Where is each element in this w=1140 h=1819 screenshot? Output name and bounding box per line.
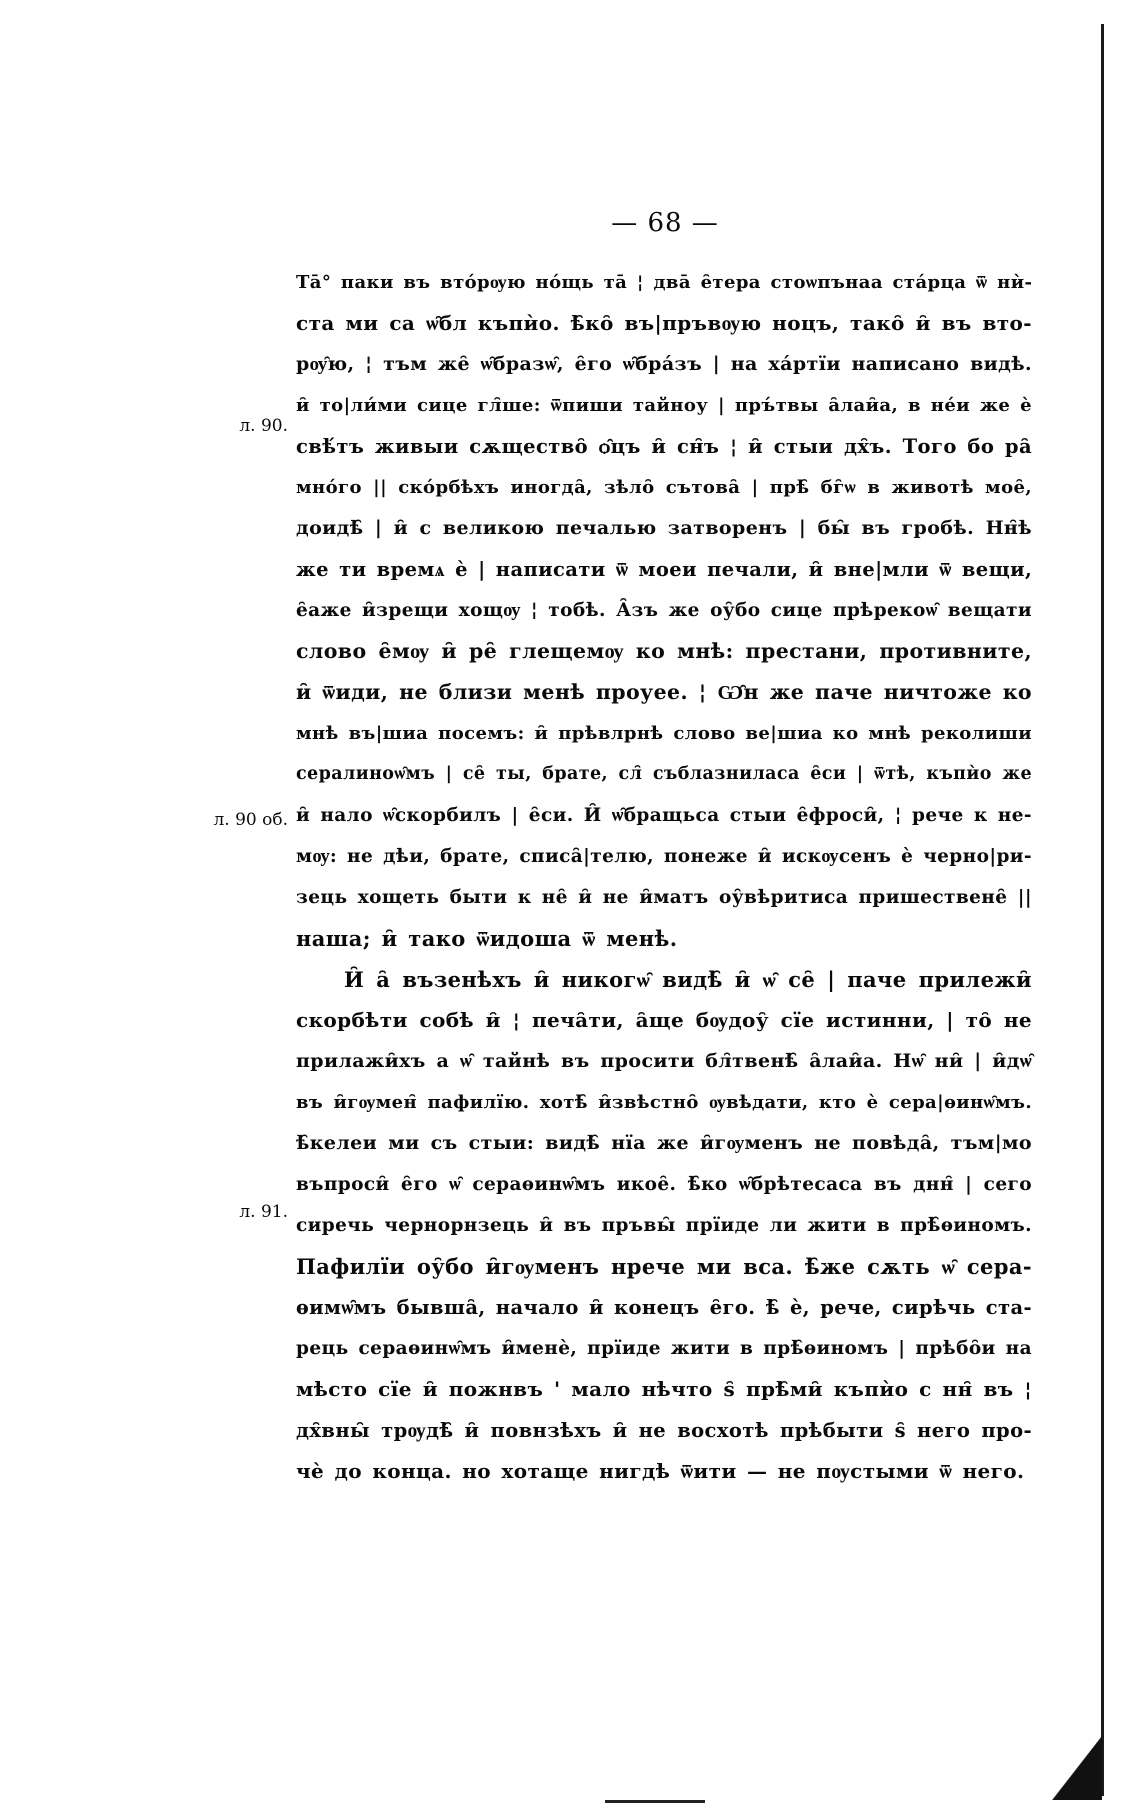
text-line: въпроси̑ е̑го ѡ̑ сераѳинѡ̑мъ икое̑. ѣ̑ко ѡ̑брѣтесаса въ днн̑ | сего	[296, 1174, 1032, 1195]
text-line: слово е̑мѹ и̑ ре̑ глещемѹ ко мнѣ: престани, противните,	[296, 639, 1032, 663]
text-line: чѐ до конца. но хотаще нигдѣ ѿити — не пѹстыми ѿ него.	[296, 1459, 1025, 1483]
text-line: и̑ нало ѡ̑скорбилъ | е̑си. И̑ ѡ̑бращьса стыи е̑фроси̑, ¦ рече к не-	[296, 805, 1032, 826]
text-line: Пафилїи оу̑бо и̑гѹменъ нрече ми вса. ѣ̑же сѫть ѡ̑ сера-	[296, 1254, 1032, 1279]
text-line: ѳимѡ̑мъ бывша̑, начало и̑ конецъ е̑го. ѣ̑ ѐ, рече, сирѣчь ста-	[296, 1296, 1032, 1319]
scan-bottom-line	[605, 1800, 705, 1803]
text-line: Тā° паки въ вто́рѹю но́щь тā ¦ двā е̑тера стоѡпънаа ста́рца ѿ нѝ-	[296, 272, 1033, 293]
text-line: доидѣ̑ | и̑ с великою печалью затворенъ | бы̑ въ гробѣ. Нн̑ѣ	[296, 517, 1032, 539]
text-line: е̑аже и̑зрещи хощѹ ¦ тобѣ. А̑зъ же оу̑бо сице прѣрекоѡ̑ вещати	[296, 600, 1032, 621]
page-number: — 68 —	[611, 208, 719, 238]
text-line: мно́го || ско́рбѣхъ иногда̑, зѣло̑ сътова̑ | прѣ̑ бг̑ѡ в животѣ мое̑,	[296, 477, 1032, 498]
margin-note-folio-91: л. 91.	[239, 1202, 288, 1222]
text-line: рець сераѳинѡ̑мъ и̑менѐ, прїиде жити в прѣ̑ѳиномъ | прѣбо̑и на	[296, 1338, 1032, 1359]
text-line: мѣсто сїе и̑ пожнвъ ' мало нѣчто ѕ̑ прѣ̑ми̑ къпѝо с нн̑ въ ¦	[296, 1377, 1032, 1401]
text-line: дх̑вны̑ трѹдѣ̑ и̑ повнзѣхъ и̑ не восхотѣ прѣбыти ѕ̑ него про-	[296, 1419, 1032, 1442]
page-edge-rule	[1101, 24, 1104, 1796]
text-line: же ти времѧ ѐ | написати ѿ моеи печали, и̑ вне|мли ѿ вещи,	[296, 558, 1033, 581]
text-line-paragraph-start: И̑ а̑ възенѣхъ и̑ никогѡ̑ видѣ̑ и̑ ѡ̑ се̑ | паче прилежи̑	[344, 967, 1032, 992]
margin-note-folio-90-verso: л. 90 об.	[213, 810, 288, 830]
margin-note-folio-90: л. 90.	[239, 416, 288, 436]
text-line: зець хощеть быти к не̑ и̑ не и̑матъ оу̑вѣритиса пришествене̑ ||	[296, 887, 1032, 908]
text-line: свѣ́тъ живыи сѫщество̑ ѻ̑цъ и̑ сн̑ъ ¦ и̑ стыи дх̑ъ. Того бо ра̑	[296, 435, 1032, 458]
text-line: мѹ: не дѣи, брате, списа̑|телю, понеже и̑ искѹсенъ ѐ черно|ри-	[296, 846, 1032, 867]
text-line: скорбѣти собѣ и̑ ¦ печа̑ти, а̑ще бѹдоу̑ сїе истинни, | то̑ не	[296, 1008, 1032, 1032]
text-line: рѹ̑ю, ¦ тъм же̑ ѡ̑бразѡ̑, е̑го ѡ̑бра́зъ | на ха́ртїи написано видѣ.	[296, 353, 1032, 375]
text-line: и̑ ѿиди, не близи менѣ проуее. ¦ Ѡ̑н же паче ничтоже ко	[296, 680, 1032, 704]
text-line: мнѣ въ|шиа посемъ: и̑ прѣвлрнѣ слово ве|шиа ко мнѣ реколиши	[296, 723, 1032, 744]
text-line: сиречь чернорнзець и̑ въ пръвы̑ прїиде ли жити в прѣ̑ѳиномъ.	[296, 1215, 1032, 1236]
body-text	[296, 262, 1032, 1492]
text-line: ста ми са ѡ̑бл къпѝо. ѣ̑ко̑ въ|пръвѹю ноцъ, тако̑ и̑ въ вто-	[296, 311, 1032, 335]
scan-corner-mark	[1046, 1728, 1102, 1800]
text-line: наша; и̑ тако ѿидоша ѿ менѣ.	[296, 926, 678, 951]
text-line: прилажи̑хъ а ѡ̑ тайнѣ въ просити бл̑твенѣ̑ а̑лаи̑а. Нѡ̑ ни̑ | и̑дѡ̑	[296, 1050, 1032, 1072]
text-line: сералиноѡ̑мъ | се̑ ты, брате, сл̑ съблазниласа е̑си | ѿтѣ, къпѝо же	[296, 764, 1032, 784]
text-line: ѣ̑келеи ми съ стыи: видѣ̑ нїа же и̑гѹменъ не повѣда̑, тъм|мо	[296, 1132, 1032, 1154]
text-line: и̑ то|ли́ми сице гл̑ше: ѿпиши тайноу | пръ́твы а̑лаи̑а, в не́и же ѐ	[296, 395, 1032, 416]
text-line: въ и̑гѹмен̑ пафилїю. хотѣ̑ и̑звѣстно̑ ѹвѣдати, кто ѐ сера|ѳинѡ̑мъ.	[296, 1092, 1032, 1113]
